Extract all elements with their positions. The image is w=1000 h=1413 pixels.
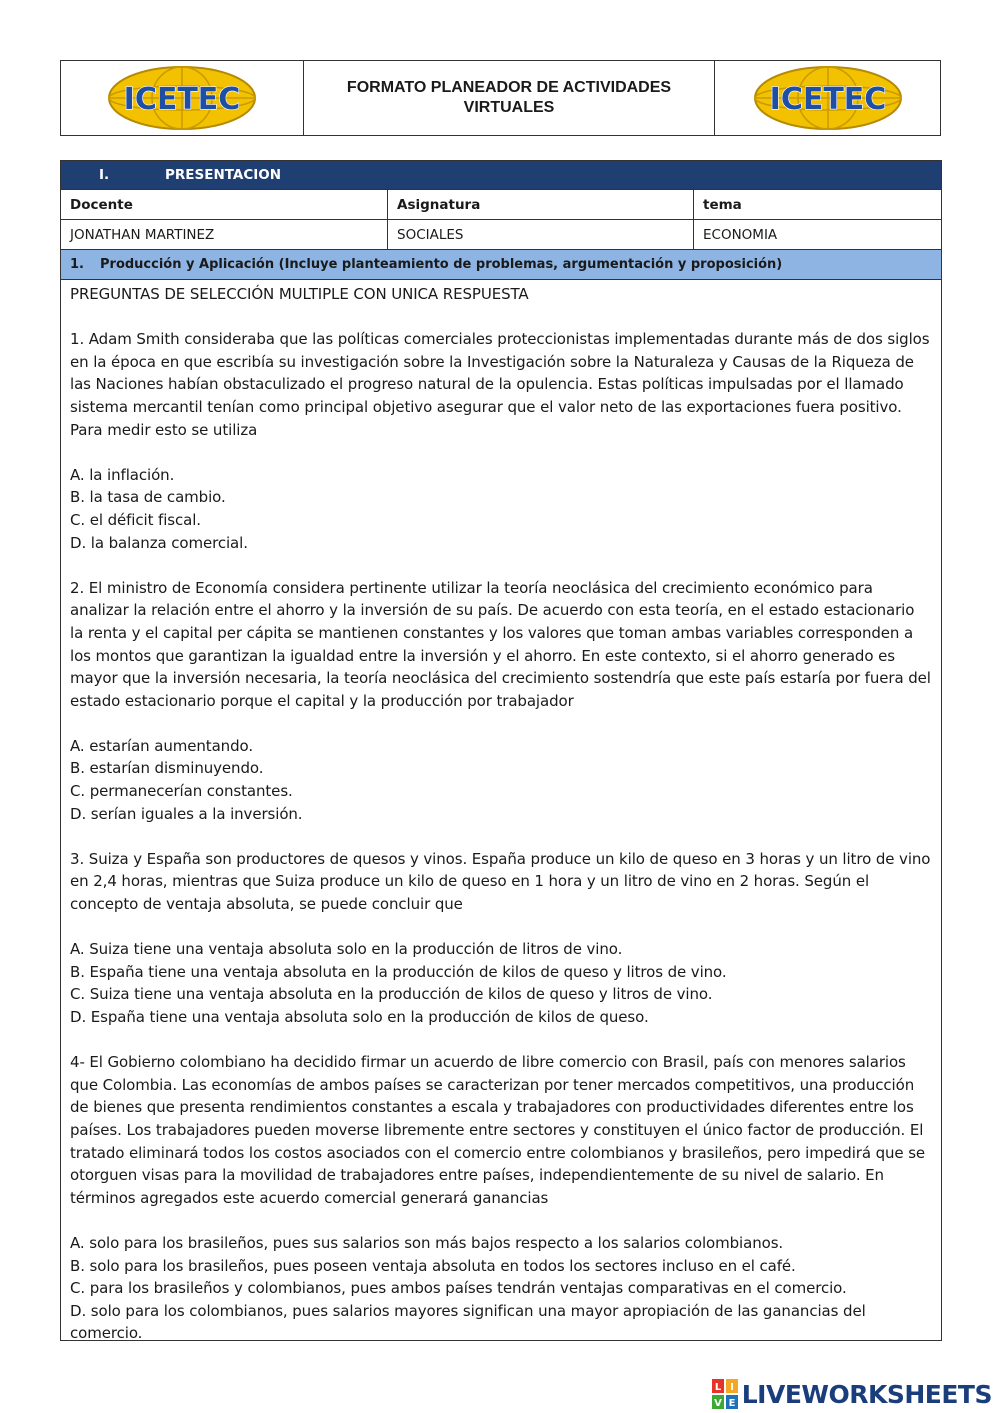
logo-right-cell (714, 61, 940, 135)
svg-text:L: L (714, 1382, 721, 1393)
icetec-logo-left (107, 65, 257, 131)
icetec-logo-right (753, 65, 903, 131)
presentacion-row (61, 161, 941, 190)
question-3-option-c[interactable]: C. Suiza tiene una ventaja absoluta en la producción de kilos de queso y litros de vino. (70, 985, 713, 1004)
header-asignatura: Asignatura (387, 190, 693, 219)
svg-text:ICETEC: ICETEC (123, 82, 241, 117)
value-asignatura: SOCIALES (387, 220, 693, 249)
question-3-option-d[interactable]: D. España tiene una ventaja absoluta solo en la producción de kilos de queso. (70, 1008, 649, 1026)
question-4-option-b[interactable]: B. solo para los brasileños, pues poseen ventaja absoluta en todos los sectores incluso en el café. (70, 1256, 796, 1275)
value-tema: ECONOMIA (693, 220, 941, 249)
question-4-option-a[interactable]: A. solo para los brasileños, pues sus salarios son más bajos respecto a los salarios colombianos. (70, 1233, 784, 1252)
document-header (60, 60, 941, 136)
activity-table (60, 160, 942, 1341)
svg-text:E: E (728, 1398, 736, 1409)
questions-heading: PREGUNTAS DE SELECCIÓN MULTIPLE CON UNICA RESPUESTA (70, 285, 529, 303)
header-docente: Docente (70, 196, 133, 213)
question-2-stem: 2. El ministro de Economía considera pertinente utilizar la teoría neoclásica del crecimiento económico para analizar la relación entre el ahorro y la inversión de su país. De acuerdo con esta teoría, en el estado estacionario la renta y el capital per cápita se mantienen constantes y los valores que toman ambas variables corresponden a los montos que garantizan la igualdad entre la inversión y el ahorro. En este contexto, si el ahorro generado es mayor que la inversión necesaria, la teoría neoclásica del crecimiento sostendría que este país estaría por fuera del estado estacionario porque el capital y la producción por trabajador (70, 578, 931, 710)
presentacion-label: PRESENTACION (165, 167, 282, 183)
question-2-option-a[interactable]: A. estarían aumentando. (70, 736, 253, 755)
question-3-option-b[interactable]: B. España tiene una ventaja absoluta en la producción de kilos de queso y litros de vino. (70, 962, 727, 981)
title-line-2: VIRTUALES (463, 99, 555, 116)
section-row (61, 250, 941, 280)
question-4-option-c[interactable]: C. para los brasileños y colombianos, pues ambos países tendrán ventajas comparativas en el comercio. (70, 1279, 847, 1298)
section-label: Producción y Aplicación (Incluye planteamiento de problemas, argumentación y proposición) (100, 257, 783, 272)
svg-text:ICETEC: ICETEC (769, 82, 886, 117)
question-1-option-a[interactable]: A. la inflación. (70, 465, 175, 484)
question-1-stem: 1. Adam Smith consideraba que las políticas comerciales proteccionistas implementadas durante más de dos siglos en la época en que escribía su investigación sobre la Investigación sobre la Naturaleza y Causas de la Riqueza de las Naciones habían obstaculizado el progreso natural de la opulencia. Estas políticas impulsadas por el llamado sistema mercantil tenían como principal objetivo asegurar que el valor neto de las exportaciones fuera positivo. Para medir esto se utiliza (70, 330, 930, 439)
value-docente: JONATHAN MARTINEZ (70, 226, 215, 243)
liveworksheets-wordmark[interactable]: LIVEWORKSHEETS (741, 1379, 992, 1409)
question-4-option-d[interactable]: D. solo para los colombianos, pues salarios mayores significan una mayor apropiación de las ganancias del comercio. (70, 1301, 866, 1343)
question-4-stem: 4- El Gobierno colombiano ha decidido firmar un acuerdo de libre comercio con Brasil, país con menores salarios que Colombia. Las economías de ambos países se caracterizan por tener mercados competitivos, una producción de bienes que presenta rendimientos constantes a escala y trabajadores con productividades diferentes entre los países. Los trabajadores pueden moverse libremente entre sectores y constituyen el único factor de producción. El tratado eliminará todos los costos asociados con el comercio entre colombianos y brasileños, pero impedirá que se otorguen visas para la movilidad de trabajadores entre países, independientemente de su nivel de salario. En términos agregados este acuerdo comercial generará ganancias (70, 1053, 926, 1207)
question-1-option-d[interactable]: D. la balanza comercial. (70, 533, 248, 552)
header-tema: tema (693, 190, 941, 219)
info-value-row (61, 220, 941, 250)
question-1-option-b[interactable]: B. la tasa de cambio. (70, 488, 226, 507)
question-1-option-c[interactable]: C. el déficit fiscal. (70, 510, 201, 529)
info-header-row (61, 190, 941, 220)
logo-left-cell (61, 61, 303, 135)
svg-text:I: I (729, 1382, 734, 1393)
section-number: 1. (70, 257, 84, 272)
title-line-1: FORMATO PLANEADOR DE ACTIVIDADES (346, 79, 672, 96)
liveworksheets-logo-icon (712, 1379, 738, 1409)
question-2-option-c[interactable]: C. permanecerían constantes. (70, 782, 293, 801)
liveworksheets-watermark (712, 1378, 992, 1410)
question-2-option-d[interactable]: D. serían iguales a la inversión. (70, 804, 303, 823)
presentacion-number: I. (99, 167, 110, 183)
question-2-option-b[interactable]: B. estarían disminuyendo. (70, 759, 264, 778)
svg-text:V: V (713, 1398, 722, 1409)
questions-content (61, 280, 941, 1345)
question-3-option-a[interactable]: A. Suiza tiene una ventaja absoluta solo en la producción de litros de vino. (70, 940, 623, 959)
question-3-stem: 3. Suiza y España son productores de quesos y vinos. España produce un kilo de queso en 3 horas y un litro de vino en 2,4 horas, mientras que Suiza produce un kilo de queso en 1 hora y un litro de vino en 2 horas. Según el concepto de ventaja absoluta, se puede concluir que (70, 849, 931, 914)
document-title (303, 61, 714, 135)
